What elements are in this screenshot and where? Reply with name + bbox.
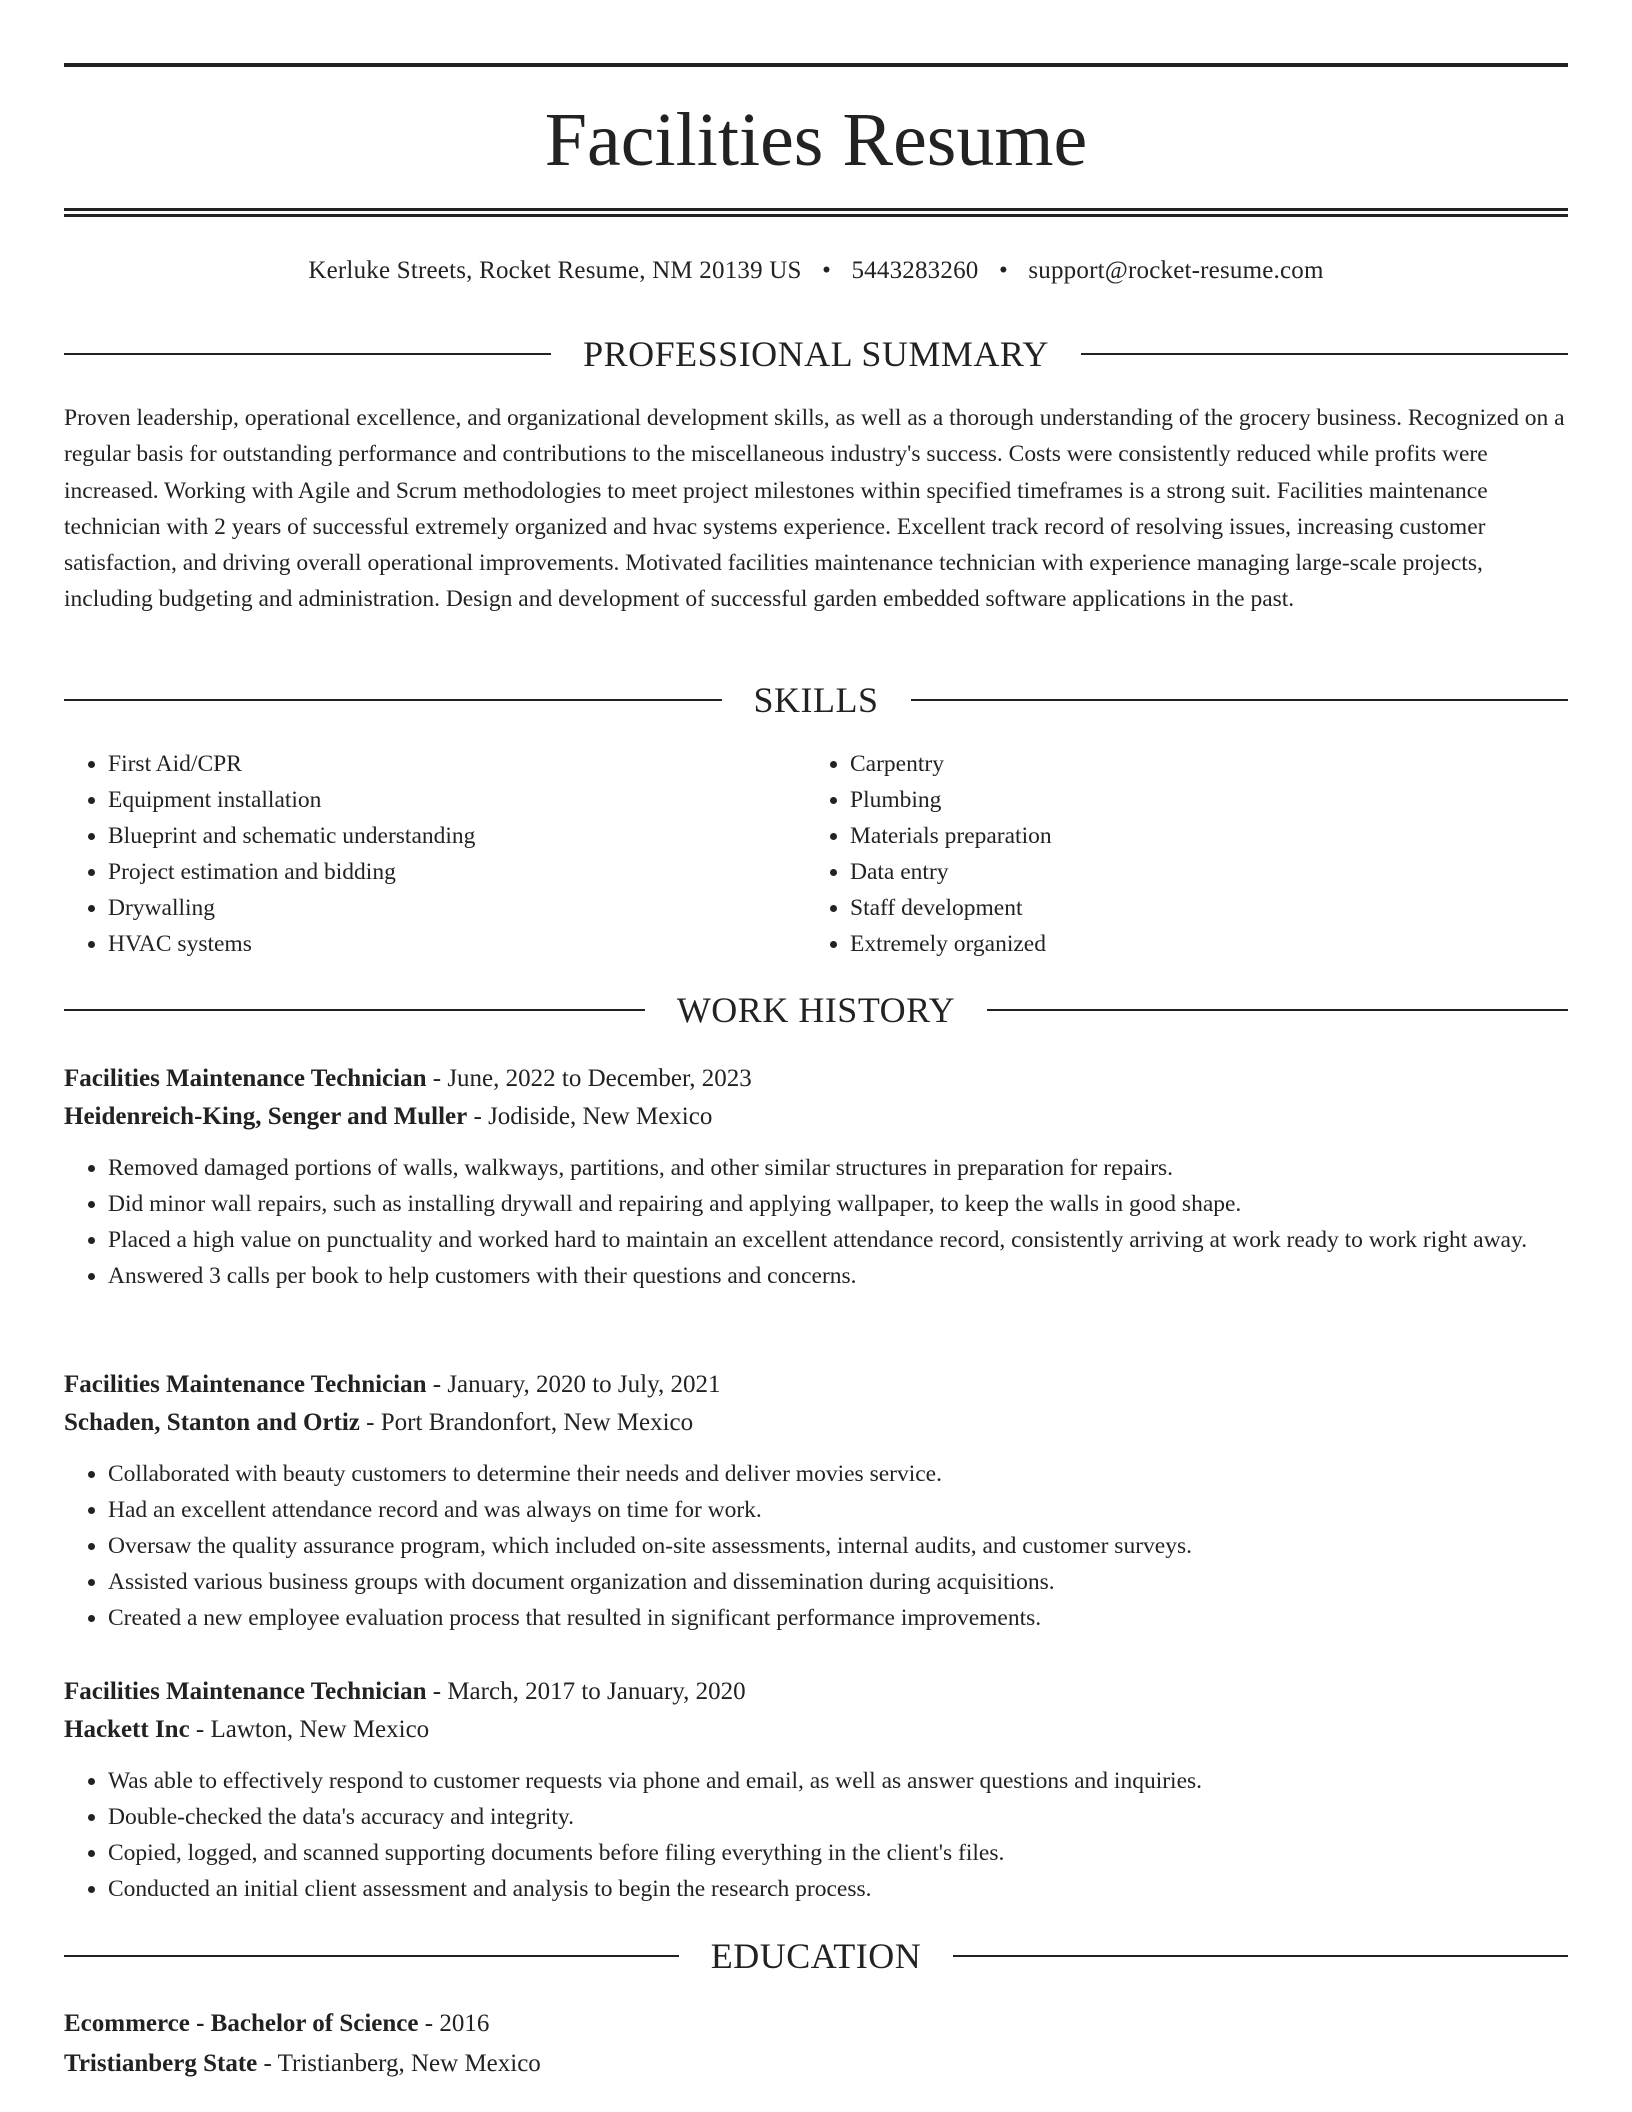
job-location: - Jodiside, New Mexico bbox=[467, 1103, 713, 1130]
school-name: Tristianberg State bbox=[64, 2050, 258, 2077]
degree-year: - 2016 bbox=[418, 2010, 490, 2037]
skill-item: • Blueprint and schematic understanding bbox=[108, 818, 806, 854]
heading-rule bbox=[64, 1955, 679, 1957]
job-company: Hackett Inc bbox=[64, 1716, 190, 1743]
heading-rule bbox=[1081, 353, 1568, 355]
job-title: Facilities Maintenance Technician bbox=[64, 1371, 427, 1398]
skill-item: • Equipment installation bbox=[108, 782, 806, 818]
section-title: WORK HISTORY bbox=[676, 990, 956, 1030]
contact-email: support@rocket-resume.com bbox=[1028, 257, 1324, 284]
heading-rule bbox=[953, 1955, 1568, 1957]
job-location: - Port Brandonfort, New Mexico bbox=[359, 1409, 694, 1436]
job-bullet: • Answered 3 calls per book to help customers with their questions and concerns. bbox=[108, 1258, 1568, 1294]
job-bullet: • Did minor wall repairs, such as installing drywall and repairing and applying wallpaper, to keep the walls in good shape. bbox=[108, 1186, 1568, 1222]
education-entry bbox=[64, 2004, 1568, 2084]
skill-item: • Materials preparation bbox=[850, 818, 1548, 854]
skill-item: • Staff development bbox=[850, 890, 1548, 926]
school-line bbox=[64, 2044, 1568, 2084]
contact-line bbox=[64, 254, 1568, 288]
job-title-line bbox=[64, 1366, 1568, 1404]
job-dates: - January, 2020 to July, 2021 bbox=[426, 1371, 721, 1398]
title-double-rule bbox=[64, 208, 1568, 217]
job-title-line bbox=[64, 1673, 1568, 1711]
heading-rule bbox=[64, 1009, 645, 1011]
job-location: - Lawton, New Mexico bbox=[189, 1716, 430, 1743]
skills-heading bbox=[64, 678, 1568, 722]
heading-rule bbox=[64, 353, 551, 355]
resume-title: Facilities Resume bbox=[544, 98, 1088, 182]
summary-text: Proven leadership, operational excellence, and organizational development skills, as well as a thorough understanding of the grocery business. Recognized on a regular basis for outstanding performance and contributions to the miscellaneous industry's success. Costs were consistently reduced while profits were increased. Working with Agile and Scrum methodologies to meet project milestones within specified timeframes is a strong suit. Facilities maintenance technician with 2 years of successful extremely organized and hvac systems experience. Excellent track record of resolving issues, increasing customer satisfaction, and driving overall operational improvements. Motivated facilities maintenance technician with experience managing large-scale projects, including budgeting and administration. Design and development of successful garden embedded software applications in the past. bbox=[64, 405, 1565, 613]
job-company-line bbox=[64, 1711, 1568, 1749]
job-company: Schaden, Stanton and Ortiz bbox=[64, 1409, 360, 1436]
job-company-line bbox=[64, 1404, 1568, 1442]
job-bullet: • Copied, logged, and scanned supporting documents before filing everything in the client's files. bbox=[108, 1835, 1568, 1871]
work-heading bbox=[64, 988, 1568, 1032]
section-title: SKILLS bbox=[753, 680, 879, 720]
job-bullet: • Conducted an initial client assessment and analysis to begin the research process. bbox=[108, 1871, 1568, 1907]
skills-list bbox=[64, 746, 1568, 962]
heading-rule bbox=[987, 1009, 1568, 1011]
section-title: EDUCATION bbox=[710, 1936, 922, 1976]
job-entry bbox=[64, 1366, 1568, 1636]
job-title-line bbox=[64, 1060, 1568, 1098]
skill-item: • Drywalling bbox=[108, 890, 806, 926]
skill-item: • Carpentry bbox=[850, 746, 1548, 782]
job-bullet: • Oversaw the quality assurance program, which included on-site assessments, internal audits, and customer surveys. bbox=[108, 1528, 1568, 1564]
job-title: Facilities Maintenance Technician bbox=[64, 1678, 427, 1705]
job-bullet: • Placed a high value on punctuality and worked hard to maintain an excellent attendance record, consistently arriving at work ready to work right away. bbox=[108, 1222, 1568, 1258]
job-bullet: • Collaborated with beauty customers to determine their needs and deliver movies service. bbox=[108, 1456, 1568, 1492]
summary-heading bbox=[64, 332, 1568, 376]
skill-item: • First Aid/CPR bbox=[108, 746, 806, 782]
job-bullet: • Double-checked the data's accuracy and integrity. bbox=[108, 1799, 1568, 1835]
section-title: PROFESSIONAL SUMMARY bbox=[583, 334, 1049, 374]
contact-phone: 5443283260 bbox=[851, 257, 979, 284]
heading-rule bbox=[911, 699, 1569, 701]
job-entry bbox=[64, 1673, 1568, 1907]
job-bullets bbox=[64, 1456, 1568, 1636]
heading-rule bbox=[64, 699, 722, 701]
school-location: - Tristianberg, New Mexico bbox=[257, 2050, 541, 2077]
job-bullets bbox=[64, 1150, 1568, 1294]
skill-item: • Project estimation and bidding bbox=[108, 854, 806, 890]
degree-name: Ecommerce - Bachelor of Science bbox=[64, 2010, 419, 2037]
job-entry bbox=[64, 1060, 1568, 1294]
top-rule bbox=[64, 63, 1568, 67]
job-bullet: • Assisted various business groups with document organization and dissemination during acquisitions. bbox=[108, 1564, 1568, 1600]
job-company-line bbox=[64, 1098, 1568, 1136]
contact-separator: • bbox=[998, 257, 1008, 284]
job-dates: - March, 2017 to January, 2020 bbox=[426, 1678, 746, 1705]
job-bullets bbox=[64, 1763, 1568, 1907]
skill-item: • Data entry bbox=[850, 854, 1548, 890]
job-company: Heidenreich-King, Senger and Muller bbox=[64, 1103, 468, 1130]
degree-line bbox=[64, 2004, 1568, 2044]
job-bullet: • Was able to effectively respond to customer requests via phone and email, as well as answer questions and inquiries. bbox=[108, 1763, 1568, 1799]
skill-item: • HVAC systems bbox=[108, 926, 806, 962]
job-dates: - June, 2022 to December, 2023 bbox=[426, 1065, 752, 1092]
skills-column-left bbox=[64, 746, 806, 962]
job-bullet: • Had an excellent attendance record and was always on time for work. bbox=[108, 1492, 1568, 1528]
skill-item: • Extremely organized bbox=[850, 926, 1548, 962]
skill-item: • Plumbing bbox=[850, 782, 1548, 818]
skills-column-right bbox=[806, 746, 1548, 962]
job-title: Facilities Maintenance Technician bbox=[64, 1065, 427, 1092]
contact-separator: • bbox=[822, 257, 832, 284]
contact-address: Kerluke Streets, Rocket Resume, NM 20139 US bbox=[308, 257, 802, 284]
job-bullet: • Created a new employee evaluation process that resulted in significant performance improvements. bbox=[108, 1600, 1568, 1636]
job-bullet: • Removed damaged portions of walls, walkways, partitions, and other similar structures in preparation for repairs. bbox=[108, 1150, 1568, 1186]
education-heading bbox=[64, 1934, 1568, 1978]
